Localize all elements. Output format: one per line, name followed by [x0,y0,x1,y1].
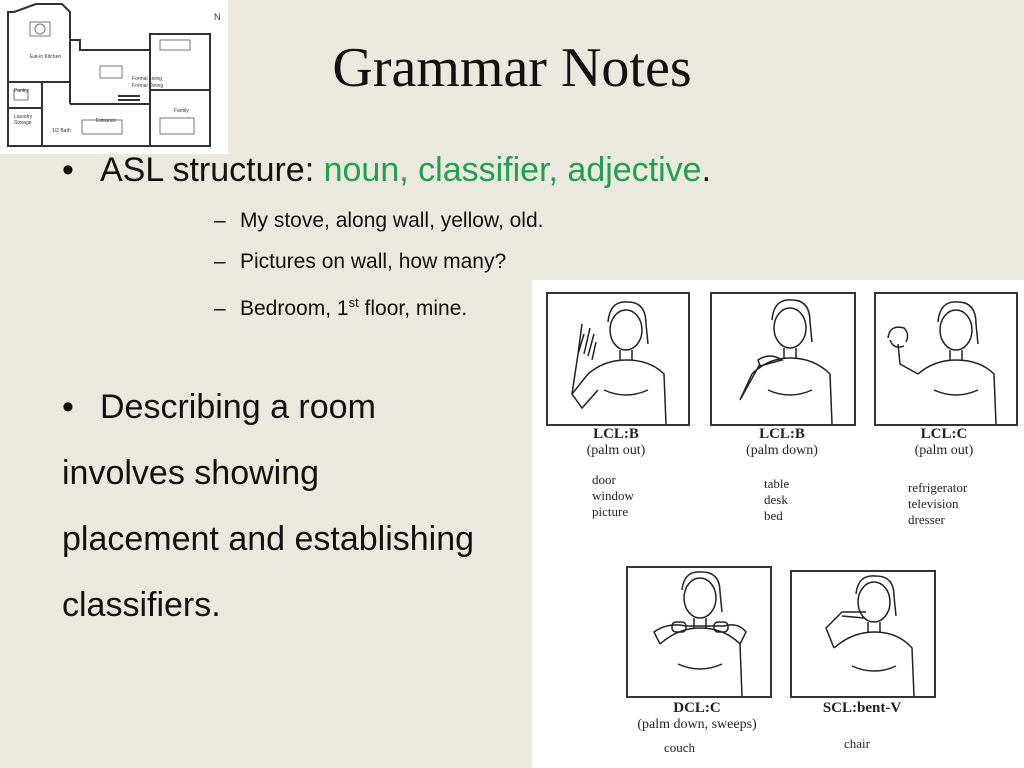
svg-text:Family: Family [174,108,189,114]
sub-item-pictures: – Pictures on wall, how many? [214,250,507,273]
sign-label-1: LCL:B (palm out) [586,426,646,458]
bullet-asl-structure [62,148,711,192]
slide-title: Grammar Notes [332,37,692,99]
bullet-prefix: ASL structure: [100,151,324,189]
sub-item-stove: – My stove, along wall, yellow, old. [214,209,544,232]
svg-text:Storage: Storage [14,120,32,126]
sign-words-5: chair [844,736,870,751]
sign-illustration-lcl-b-palm-out [546,292,690,426]
svg-text:Eat-in Kitchen: Eat-in Kitchen [30,54,62,60]
svg-text:Entrance: Entrance [96,118,117,124]
sub-item-bedroom: – Bedroom, 1st floor, mine. [214,295,468,320]
bullet-dot: • [62,151,74,189]
sign-words-1: door window picture [592,472,634,519]
svg-text:Laundry: Laundry [14,114,33,120]
bullet-highlight: noun, classifier, adjective [323,151,702,189]
sign-illustration-dcl-c [626,566,772,698]
bullet-suffix: . [701,151,712,189]
svg-text:N: N [214,12,221,22]
svg-text:Formal Living: Formal Living [132,76,163,82]
svg-text:1/2 Bath: 1/2 Bath [52,128,71,134]
sign-words-3: refrigerator television dresser [908,480,968,527]
bullet-dot: • [62,388,74,426]
sign-illustration-scl-bent-v [790,570,936,698]
svg-text:Pantry: Pantry [14,88,29,94]
sign-label-3: LCL:C (palm out) [914,426,974,458]
sign-words-2: table desk bed [764,476,790,523]
sign-illustration-lcl-b-palm-down [710,292,856,426]
svg-text:Formal Dining: Formal Dining [132,83,164,89]
sign-words-4: couch [664,740,696,755]
floor-plan-image [0,0,228,154]
bullet-describing-room: • Describing a room involves showing placement and establishing classifiers. [62,374,582,638]
sign-illustration-lcl-c-palm-out [874,292,1018,426]
classifier-signs-image [532,280,1024,768]
sign-label-5: SCL:bent-V [822,700,902,716]
sign-label-2: LCL:B (palm down) [746,426,818,458]
sign-label-4: DCL:C (palm down, sweeps) [637,700,757,732]
